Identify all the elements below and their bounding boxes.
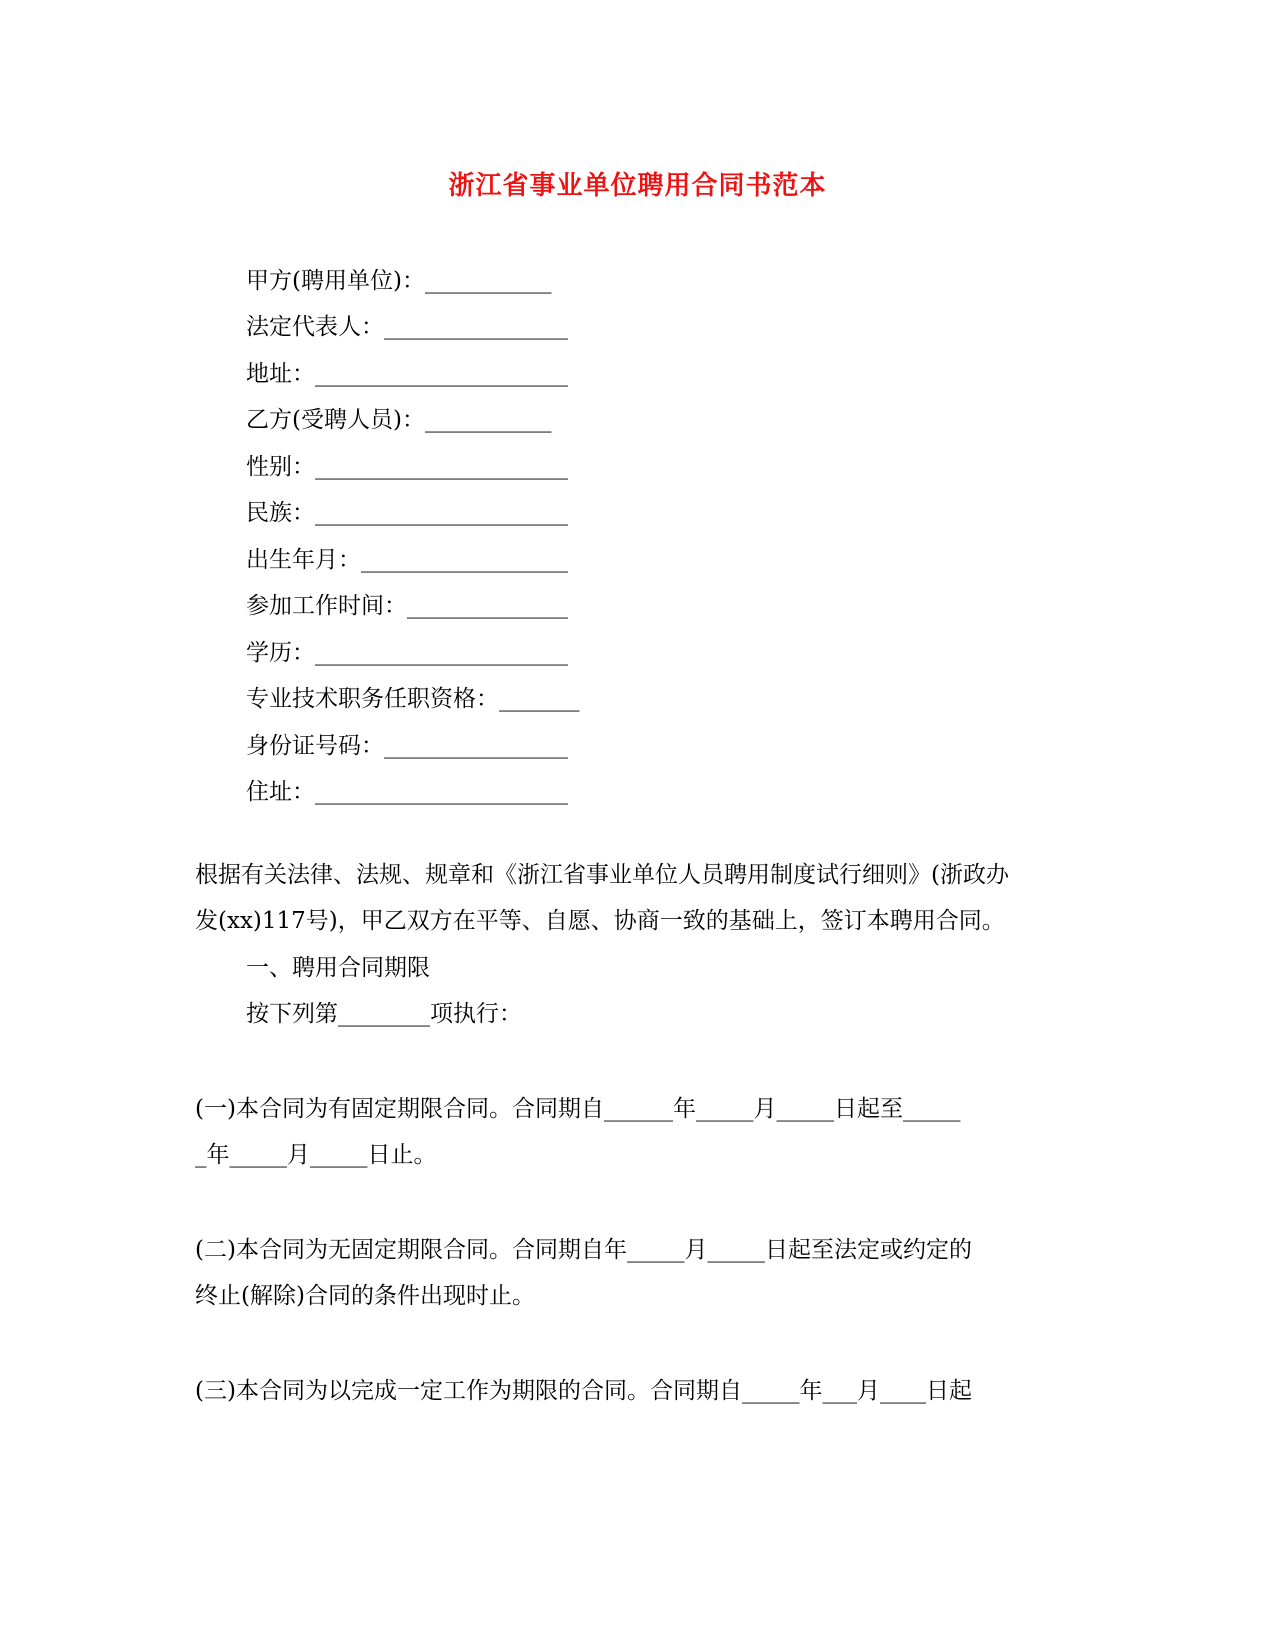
field-party-a: 甲方(聘用单位)：___________ <box>246 268 552 294</box>
term-option-3-line-1: (三)本合同为以完成一定工作为期限的合同。合同期自_____年___月____日起 <box>195 1378 972 1404</box>
field-birth-date: 出生年月：__________________ <box>246 547 568 573</box>
field-party-b: 乙方(受聘人员)：___________ <box>246 407 552 433</box>
field-legal-representative: 法定代表人：________________ <box>246 314 568 340</box>
field-work-start-date: 参加工作时间：______________ <box>246 593 568 619</box>
term-option-1-line-2: _年_____月_____日止。 <box>195 1142 437 1168</box>
term-option-2-line-2: 终止(解除)合同的条件出现时止。 <box>195 1283 535 1309</box>
intro-paragraph-line-2: 发(xx)117号)，甲乙双方在平等、自愿、协商一致的基础上，签订本聘用合同。 <box>195 908 1005 934</box>
document-title: 浙江省事业单位聘用合同书范本 <box>448 171 827 201</box>
term-option-2-line-1: (二)本合同为无固定期限合同。合同期自年_____月_____日起至法定或约定的 <box>195 1237 972 1263</box>
field-gender: 性别：______________________ <box>246 454 568 480</box>
term-option-1-line-1: (一)本合同为有固定期限合同。合同期自______年_____月_____日起至_____ <box>195 1096 961 1122</box>
section-1-instruction: 按下列第________项执行： <box>246 1001 522 1027</box>
field-ethnicity: 民族：______________________ <box>246 500 568 526</box>
field-residence: 住址：______________________ <box>246 779 568 805</box>
field-id-number: 身份证号码：________________ <box>246 733 568 759</box>
field-address: 地址：______________________ <box>246 361 568 387</box>
section-1-heading: 一、聘用合同期限 <box>246 955 430 981</box>
field-education: 学历：______________________ <box>246 640 568 666</box>
intro-paragraph-line-1: 根据有关法律、法规、规章和《浙江省事业单位人员聘用制度试行细则》(浙政办 <box>195 862 1009 888</box>
field-professional-title: 专业技术职务任职资格：_______ <box>246 686 580 712</box>
